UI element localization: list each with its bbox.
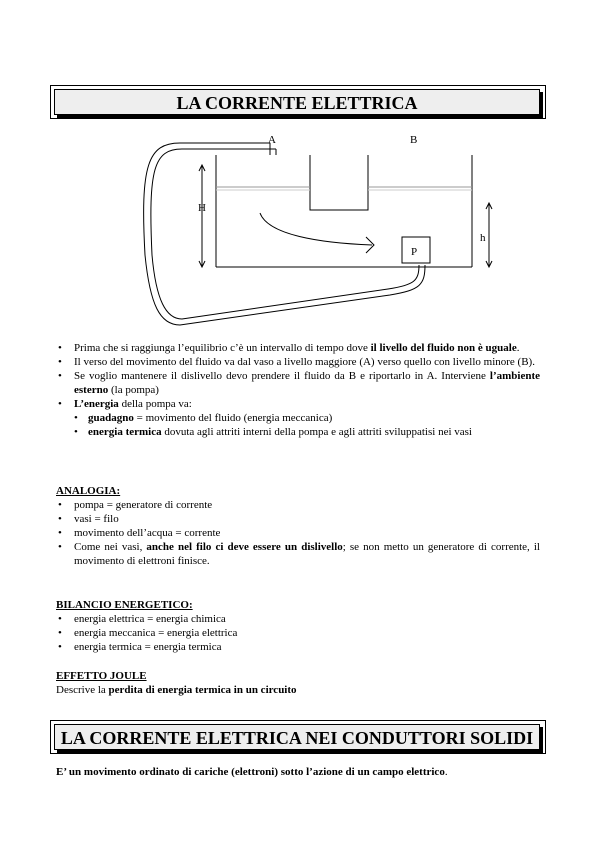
intro-bullets — [56, 341, 540, 439]
list-item: • guadagno = movimento del fluido (energia meccanica) — [56, 411, 540, 425]
list-item: • energia termica dovuta agli attriti interni della pompa e agli attriti sviluppatisi nei vasi — [56, 425, 540, 439]
list-item: • Se voglio mantenere il dislivello devo prendere il fluido da B e riportarlo in A. Interviene l’ambiente esterno (la pompa) — [56, 369, 540, 397]
analogia-heading: ANALOGIA: — [56, 485, 121, 497]
list-item: • energia meccanica = energia elettrica — [56, 626, 540, 640]
list-item: • Il verso del movimento del fluido va dal vaso a livello maggiore (A) verso quello con livello minore (B). — [56, 355, 540, 369]
bilancio-heading: BILANCIO ENERGETICO: — [56, 599, 193, 611]
joule-heading: EFFETTO JOULE — [56, 670, 147, 682]
section-title: LA CORRENTE ELETTRICA NEI CONDUTTORI SOLIDI — [54, 724, 540, 750]
analogia-section — [56, 484, 540, 568]
joule-section — [56, 669, 540, 697]
list-item: • vasi = filo — [56, 512, 540, 526]
list-item: • L’energia della pompa va: — [56, 397, 540, 411]
list-item: • energia termica = energia termica — [56, 640, 540, 654]
list-item: • Come nei vasi, anche nel filo ci deve essere un dislivello; se non metto un generatore di corrente, il movimento di elettroni finisce. — [56, 540, 540, 568]
bilancio-section — [56, 598, 540, 654]
list-item: • Prima che si raggiunga l’equilibrio c’è un intervallo di tempo dove il livello del fluido non è uguale. — [56, 341, 540, 355]
label-H: H — [198, 202, 206, 214]
label-p: P — [411, 246, 418, 258]
list-item: • energia elettrica = energia chimica — [56, 612, 540, 626]
label-b: B — [410, 134, 418, 146]
label-h: h — [480, 232, 486, 244]
communicating-vessels-diagram — [140, 125, 510, 335]
definition-text: E’ un movimento ordinato di cariche (elettroni) sotto l’azione di un campo elettrico. — [56, 766, 448, 778]
list-item: • movimento dell’acqua = corrente — [56, 526, 540, 540]
label-a: A — [268, 134, 276, 146]
joule-text: Descrive la perdita di energia termica in un circuito — [56, 684, 297, 696]
page-title: LA CORRENTE ELETTRICA — [54, 89, 540, 115]
list-item: • pompa = generatore di corrente — [56, 498, 540, 512]
